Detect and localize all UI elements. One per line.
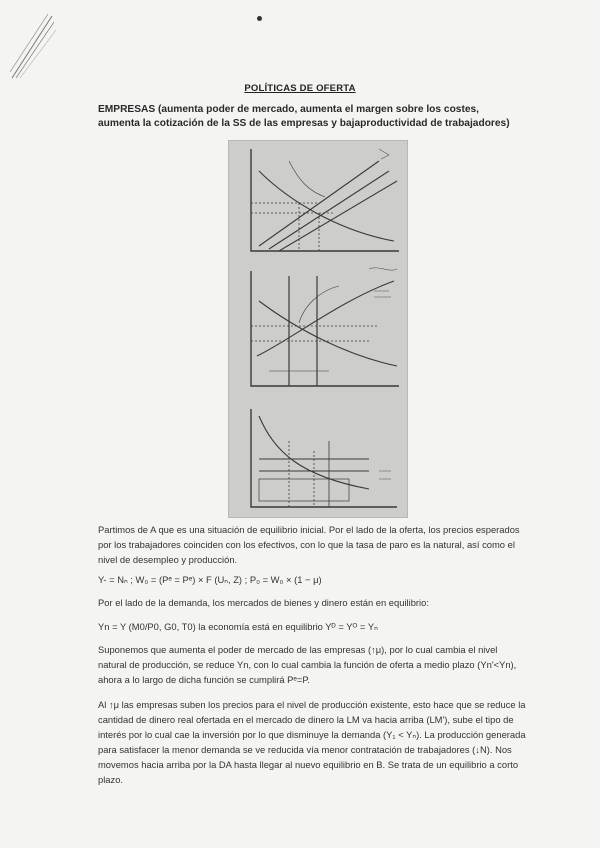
equation-demand: Yn = Y (M0/P0, G0, T0) la economía está en equilibrio Yᴰ = Yᴼ = Yₙ <box>98 621 378 632</box>
pen-stroke-marks <box>8 12 58 82</box>
document-title: POLÍTICAS DE OFERTA <box>244 83 356 94</box>
paragraph-equilibrium: Partimos de A que es una situación de equilibrio inicial. Por el lado de la oferta, los precios esperados por los trabajadores coinciden con los efectivos, con lo que la tasa de paro es la natural, así como el nivel de desempleo y producción. <box>98 524 520 565</box>
paragraph-market-power: Suponemos que aumenta el poder de mercado de las empresas (↑μ), por lo cual cambia el nivel natural de producción, se reduce Yn, con lo cual cambia la función de oferta a medio plazo (Yn'<Yn), ahora a lo largo de dicha función se cumplirá Pᵉ=P. <box>98 644 517 685</box>
equation-supply: Y- = Nₙ ; W₀ = (Pᵉ = Pᵉ) × F (Uₙ, Z) ; P₀ = W₀ × (1 − μ) <box>98 574 322 585</box>
intro-heading: EMPRESAS (aumenta poder de mercado, aumenta el margen sobre los costes, aumenta la cotización de la SS de las empresas y bajaproductividad de trabajadores) <box>98 104 510 129</box>
ink-dot <box>257 16 262 21</box>
paragraph-short-run: Al ↑μ las empresas suben los precios para el nivel de producción existente, esto hace que se reduce la cantidad de dinero real ofertada en el mercado de dinero la LM va hacia arriba (LM'), sube el tipo de interés por lo cual cae la inversión por lo que disminuye la demanda (Y₁ < Yₙ). La producción generada para satisfacer la menor demanda se ve reducida vía menor contratación de trabajadores (↓N). Nos movemos hacia arriba por la DA hasta llegar al nuevo equilibrio en B. Se trata de un equilibrio a corto plazo. <box>98 699 526 785</box>
handdrawn-graphs-figure <box>228 140 408 518</box>
paragraph-demand: Por el lado de la demanda, los mercados de bienes y dinero están en equilibrio: <box>98 597 429 608</box>
